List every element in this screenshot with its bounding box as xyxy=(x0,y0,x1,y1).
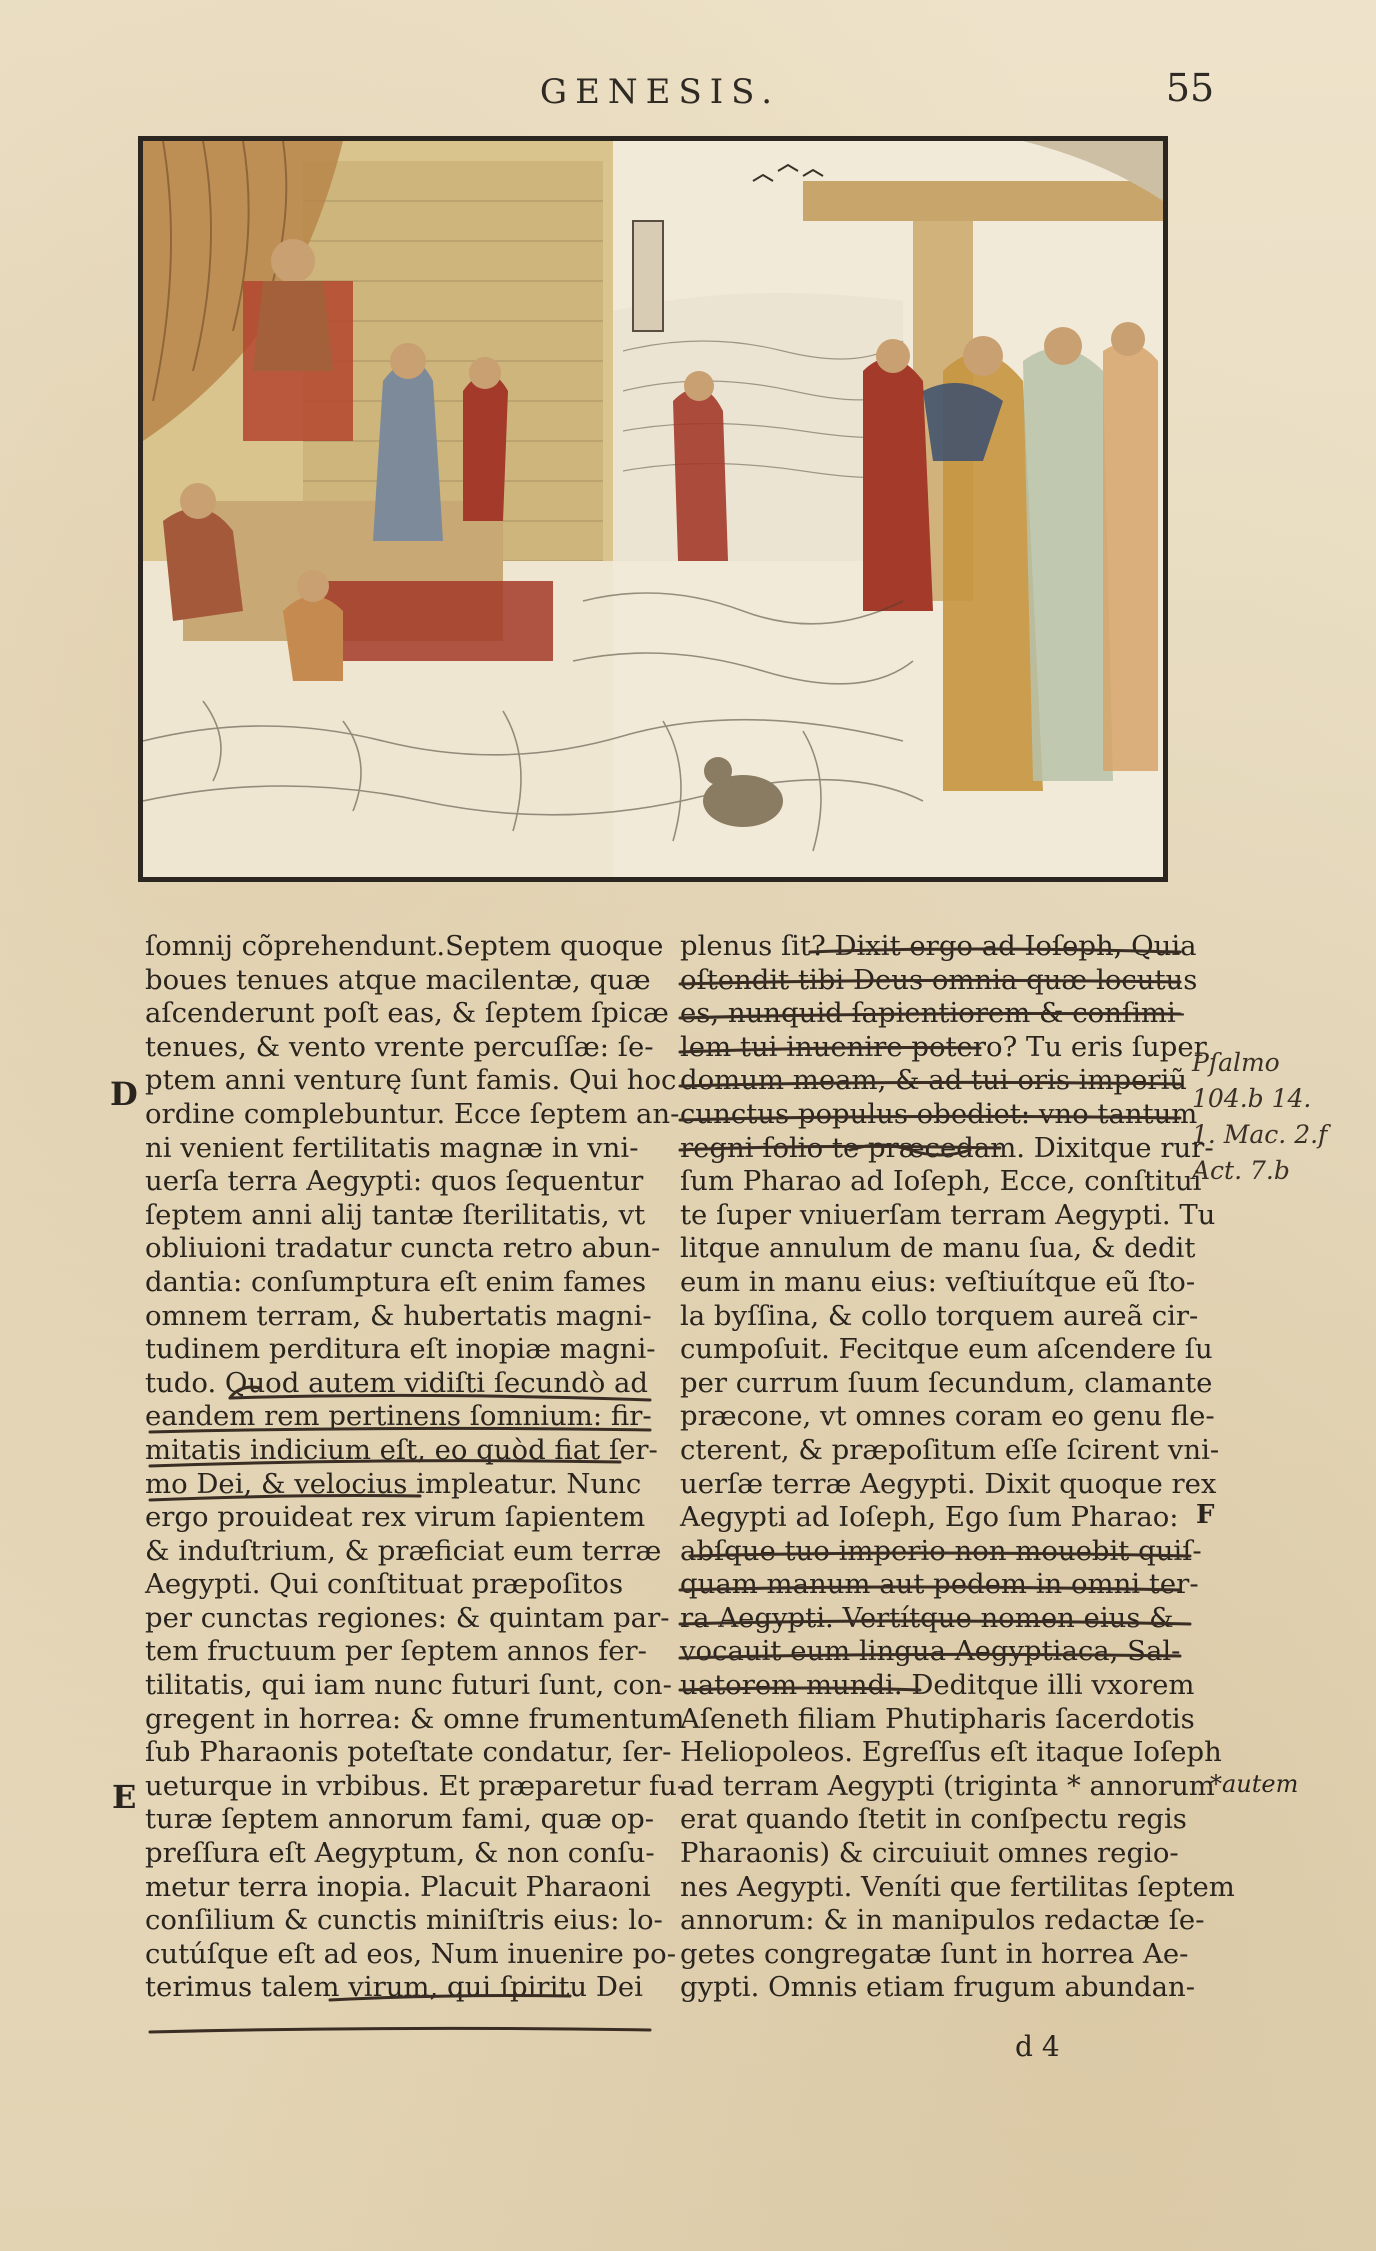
text-line: regni ſolio te præcedam. Dixitque rur- xyxy=(680,1131,1214,1164)
page-header xyxy=(0,66,1376,132)
text-line: ſomnij cõprehendunt.Septem quoque xyxy=(145,930,664,962)
text-line: uerſæ terræ Aegypti. Dixit quoque rex xyxy=(680,1467,1217,1500)
text-line: obliuioni tradatur cuncta retro abun- xyxy=(145,1232,661,1265)
text-line: ad terram Aegypti (triginta * annorum xyxy=(680,1769,1215,1802)
woodcut-scene xyxy=(143,141,1163,877)
text-line: tudinem perditura eſt inopiæ magni- xyxy=(145,1333,656,1366)
text-line: preſſura eſt Aegyptum, & non conſu- xyxy=(145,1837,655,1870)
text-line: es, nunquid ſapientiorem & conſimi- xyxy=(680,997,1186,1030)
figure-grey xyxy=(373,361,443,541)
text-line: mitatis indicium eſt, eo quòd fiat ſer- xyxy=(145,1433,658,1466)
text-line: litque annulum de manu ſua, & dedit xyxy=(680,1232,1196,1265)
text-line: vocauit eum lingua Aegyptiaca, Sal- xyxy=(680,1635,1181,1668)
text-line: ra Aegypti. Vertítque nomen eius & xyxy=(680,1601,1174,1634)
text-line: ni venient fertilitatis magnæ in vni- xyxy=(145,1131,639,1164)
text-line: domum meam, & ad tui oris imperiũ xyxy=(680,1064,1188,1097)
woodcut-illustration xyxy=(138,136,1168,882)
text-line: oſtendit tibi Deus omnia quæ locutus xyxy=(680,963,1198,996)
text-line: Aegypti. Qui conſtituat præpoſitos xyxy=(145,1568,624,1601)
text-line: ſum Pharao ad Ioſeph, Ecce, conſtitui xyxy=(680,1165,1202,1198)
text-line: quam manum aut pedem in omni ter- xyxy=(680,1568,1199,1601)
text-line: per cunctas regiones: & quintam par- xyxy=(145,1601,670,1634)
text-line: omnem terram, & hubertatis magni- xyxy=(145,1299,652,1332)
text-line: Pharaonis) & circuiuit omnes regio- xyxy=(680,1837,1179,1870)
text-line: te ſuper vniuerſam terram Aegypti. Tu xyxy=(680,1198,1216,1231)
text-line: conſilium & cunctis miniſtris eius: lo- xyxy=(145,1904,663,1937)
text-line: erat quando ſtetit in conſpectu regis xyxy=(680,1803,1187,1836)
text-line: per currum ſuum ſecundum, clamante xyxy=(680,1366,1213,1399)
text-line: getes congregatæ ſunt in horrea Ae- xyxy=(680,1937,1189,1970)
handwritten-margin-note xyxy=(1192,1045,1372,1189)
text-line: la byſſina, & collo torquem aureã cir- xyxy=(680,1299,1199,1332)
text-line: Heliopoleos. Egreſſus eſt itaque Ioſeph xyxy=(680,1736,1222,1769)
text-line: ergo prouideat rex virum ſapientem xyxy=(145,1501,646,1534)
text-line: gypti. Omnis etiam frugum abundan- xyxy=(680,1971,1195,2004)
margin-note-line: Act. 7.b xyxy=(1192,1156,1290,1185)
text-line: abſque tuo imperio non mouebit quiſ- xyxy=(680,1534,1202,1567)
text-line: ordine complebuntur. Ecce ſeptem an- xyxy=(145,1097,680,1130)
text-line: cutúſque eſt ad eos, Num inuenire po- xyxy=(145,1937,676,1970)
text-line: tilitatis, qui iam nunc futuri ſunt, con- xyxy=(145,1669,672,1702)
text-line: ſub Pharaonis poteſtate condatur, ſer- xyxy=(145,1736,672,1769)
text-line: lem tui inuenire potero? Tu eris ſuper xyxy=(680,1030,1207,1063)
text-column-left xyxy=(145,930,687,2005)
text-line: ptem anni venturę ſunt famis. Qui hoc xyxy=(145,1064,677,1097)
text-line: ueturque in vrbibus. Et præparetur fu- xyxy=(145,1769,687,1802)
text-line: turæ ſeptem annorum fami, quæ op- xyxy=(145,1803,655,1836)
text-line: Aſeneth filiam Phutipharis ſacerdotis xyxy=(680,1702,1195,1735)
running-title: GENESIS. xyxy=(539,72,781,112)
text-line: cunctus populus obediet: vno tantum xyxy=(680,1097,1198,1130)
text-line: dantia: conſumptura eſt enim fames xyxy=(145,1265,647,1298)
text-line: mo Dei, & velocius impleatur. Nunc xyxy=(145,1467,642,1500)
margin-letter-d: D xyxy=(110,1075,138,1113)
signature-mark: d 4 xyxy=(1015,2030,1060,2063)
text-line: plenus ſit? Dixit ergo ad Ioſeph, Quia xyxy=(680,930,1197,962)
page-number: 55 xyxy=(1165,66,1215,110)
margin-note-line: 104.b 14. xyxy=(1192,1084,1312,1113)
margin-letter-f: F xyxy=(1196,1500,1215,1530)
margin-letter-e: E xyxy=(112,1778,137,1816)
text-line: ſeptem anni alij tantæ ſterilitatis, vt xyxy=(145,1198,646,1231)
text-line: & induſtrium, & præficiat eum terræ xyxy=(145,1534,662,1567)
text-line: uatorem mundi. Deditque illi vxorem xyxy=(680,1669,1195,1702)
text-line: gregent in horrea: & omne frumentum xyxy=(145,1702,685,1735)
text-line: eandem rem pertinens ſomnium: fir- xyxy=(145,1400,652,1433)
text-line: cumpoſuit. Fecitque eum aſcendere ſu xyxy=(680,1333,1213,1366)
text-line: tem fructuum per ſeptem annos fer- xyxy=(145,1635,647,1668)
text-line: cterent, & præpoſitum eſſe ſcirent vni- xyxy=(680,1433,1220,1466)
margin-note-line: 1. Mac. 2.f xyxy=(1192,1120,1328,1149)
text-line: terimus talem virum, qui ſpiritu Dei xyxy=(145,1971,643,2004)
text-line: annorum: & in manipulos redactæ ſe- xyxy=(680,1904,1205,1937)
text-line: nes Aegypti. Veníti que fertilitas ſeptem xyxy=(680,1870,1235,1903)
text-line: aſcenderunt poſt eas, & ſeptem ſpicæ xyxy=(145,997,669,1030)
text-line: tenues, & vento vrente percuſſæ: ſe- xyxy=(145,1030,654,1063)
marginal-correction: *autem xyxy=(1210,1770,1299,1798)
text-line: eum in manu eius: veſtiuítque eũ ſto- xyxy=(680,1265,1196,1298)
text-column-right xyxy=(680,930,1235,2005)
text-line: tudo. Quod autem vidiſti ſecundò ad xyxy=(145,1366,649,1399)
text-line: præcone, vt omnes coram eo genu fle- xyxy=(680,1400,1215,1433)
text-line: uerſa terra Aegypti: quos ſequentur xyxy=(145,1165,644,1198)
text-line: Aegypti ad Ioſeph, Ego ſum Pharao: xyxy=(680,1501,1179,1534)
text-line: boues tenues atque macilentæ, quæ xyxy=(145,963,651,996)
text-line: metur terra inopia. Placuit Pharaoni xyxy=(145,1870,651,1903)
margin-note-line: Pſalmo xyxy=(1192,1048,1280,1077)
